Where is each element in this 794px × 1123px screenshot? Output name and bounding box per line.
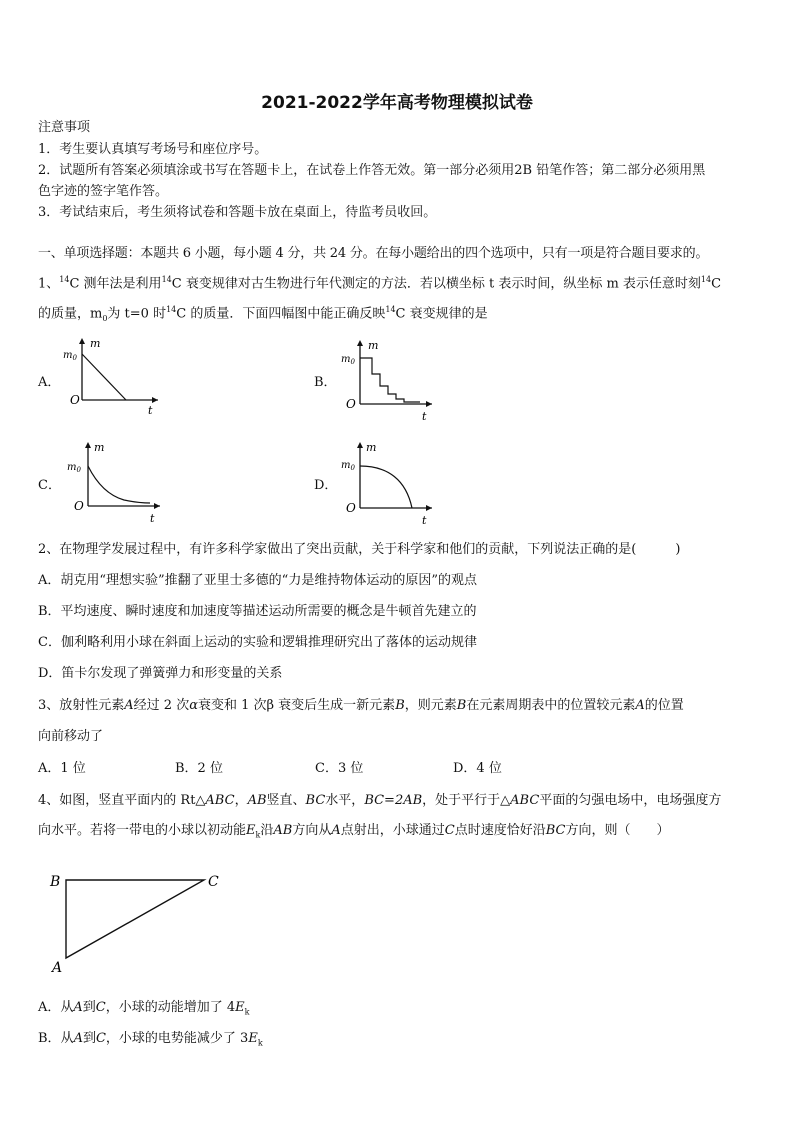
q1-option-a-label: A． bbox=[38, 375, 61, 390]
t-label: t bbox=[148, 404, 153, 417]
m0-label: $m_0$ bbox=[63, 350, 77, 362]
exponential-curve bbox=[88, 466, 150, 503]
q4-stem-line2: 向水平。若将一带电的小球以初动能$E_k$沿AB方向从A点射出，小球通过C点时速度恰好沿BC方向，则（ ） bbox=[38, 823, 670, 840]
q3-stem-line2: 向前移动了 bbox=[38, 729, 104, 744]
notice-item-1: 1．考生要认真填写考场号和座位序号。 bbox=[38, 142, 268, 157]
q2-option-b: B．平均速度、瞬时速度和加速度等描述运动所需要的概念是牛顿首先建立的 bbox=[38, 604, 477, 619]
origin-label: O bbox=[346, 397, 356, 411]
q3-option-a: A．1 位 bbox=[38, 761, 86, 776]
x-axis-arrow bbox=[426, 401, 432, 407]
notice-item-3: 3．考试结束后，考生须将试卷和答题卡放在桌面上，待监考员收回。 bbox=[38, 205, 437, 220]
q1-stem-line2: 的质量，$m_0$为 t=0 时$^{14}$C 的质量．下面四幅图中能正确反映$^{14}$C 衰变规律的是 bbox=[38, 305, 488, 323]
t-label: t bbox=[422, 514, 427, 527]
graph-c bbox=[64, 438, 164, 526]
q4-stem-line1: 4、如图，竖直平面内的 Rt△ABC，AB竖直、BC水平，BC=2AB，处于平行于△ABC平面的匀强电场中，电场强度方 bbox=[38, 793, 722, 808]
y-axis-arrow bbox=[357, 442, 363, 448]
q3-option-c: C．3 位 bbox=[315, 761, 364, 776]
x-axis-arrow bbox=[426, 505, 432, 511]
q3-stem-line1: 3、放射性元素A经过 2 次α衰变和 1 次β 衰变后生成一新元素B，则元素B在元素周期表中的位置较元素A的位置 bbox=[38, 698, 684, 713]
t-label: t bbox=[150, 512, 155, 525]
section-header: 一、单项选择题：本题共 6 小题，每小题 4 分，共 24 分。在每小题给出的四个选项中，只有一项是符合题目要求的。 bbox=[38, 246, 709, 261]
x-axis-arrow bbox=[154, 503, 160, 509]
q2-option-d: D．笛卡尔发现了弹簧弹力和形变量的关系 bbox=[38, 666, 283, 681]
notice-heading: 注意事项 bbox=[38, 120, 91, 135]
q1-option-b-label: B． bbox=[314, 375, 337, 390]
q2-option-c: C．伽利略利用小球在斜面上运动的实验和逻辑推理研究出了落体的运动规律 bbox=[38, 635, 477, 650]
t-label: t bbox=[422, 410, 427, 423]
m0-label: $m_0$ bbox=[341, 460, 355, 472]
m-label: m bbox=[366, 441, 377, 454]
vertex-b-label: B bbox=[50, 874, 61, 890]
m0-label: $m_0$ bbox=[67, 462, 81, 474]
x-axis-arrow bbox=[152, 397, 158, 403]
q4-option-a: A．从A到C，小球的动能增加了 $4E_k$ bbox=[38, 1000, 250, 1017]
staircase-curve bbox=[360, 358, 420, 402]
vertex-c-label: C bbox=[208, 874, 219, 890]
m-label: m bbox=[94, 441, 105, 454]
m-label: m bbox=[90, 337, 101, 350]
page-title: 2021-2022学年高考物理模拟试卷 bbox=[261, 93, 533, 113]
q2-option-a: A．胡克用“理想实验”推翻了亚里士多德的“力是维持物体运动的原因”的观点 bbox=[38, 573, 477, 588]
vertex-a-label: A bbox=[52, 960, 63, 976]
y-axis-arrow bbox=[85, 442, 91, 448]
y-axis-arrow bbox=[357, 340, 363, 346]
m-label: m bbox=[368, 339, 379, 352]
m0-label: $m_0$ bbox=[341, 354, 355, 366]
graph-d bbox=[336, 440, 436, 528]
q1-option-d-label: D． bbox=[314, 478, 338, 493]
q3-option-d: D．4 位 bbox=[453, 761, 502, 776]
q4-option-b: B．从A到C，小球的电势能减少了 $3E_k$ bbox=[38, 1031, 263, 1048]
q1-option-c-label: C． bbox=[38, 478, 61, 493]
triangle-abc bbox=[66, 880, 204, 958]
triangle-figure bbox=[44, 862, 234, 980]
origin-label: O bbox=[70, 393, 80, 407]
origin-label: O bbox=[74, 499, 84, 513]
concave-curve bbox=[360, 466, 412, 508]
origin-label: O bbox=[346, 501, 356, 515]
q2-stem: 2、在物理学发展过程中，有许多科学家做出了突出贡献，关于科学家和他们的贡献，下列说法正确的是( ) bbox=[38, 542, 681, 557]
q1-stem-line1: 1、$^{14}$C 测年法是利用$^{14}$C 衰变规律对古生物进行年代测定的方法．若以横坐标 t 表示时间，纵坐标 m 表示任意时刻$^{14}$C bbox=[38, 275, 722, 292]
notice-item-2-cont: 色字迹的签字笔作答。 bbox=[38, 184, 169, 199]
y-axis-arrow bbox=[79, 338, 85, 344]
notice-item-2: 2．试题所有答案必须填涂或书写在答题卡上，在试卷上作答无效。第一部分必须用2B 铅笔作答；第二部分必须用黑 bbox=[38, 163, 706, 178]
graph-b bbox=[336, 336, 436, 424]
q3-option-b: B．2 位 bbox=[175, 761, 223, 776]
graph-a bbox=[58, 334, 168, 418]
decay-line bbox=[82, 354, 126, 400]
